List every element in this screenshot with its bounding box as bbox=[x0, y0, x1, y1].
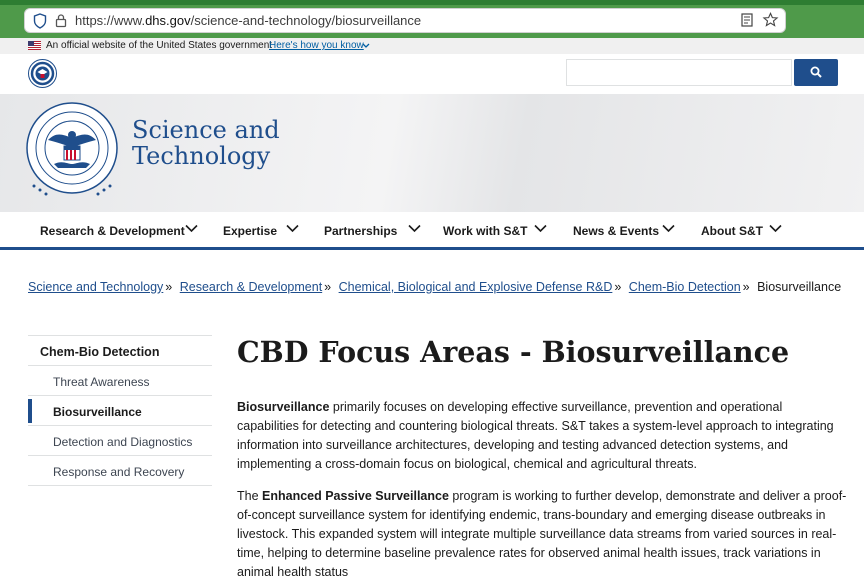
nav-label: Research & Development bbox=[40, 224, 185, 238]
program-bold-term: Enhanced Passive Surveillance bbox=[262, 489, 449, 503]
shield-icon[interactable] bbox=[33, 13, 47, 34]
breadcrumb-separator: » bbox=[324, 280, 332, 294]
site-title-line1: Science and bbox=[132, 116, 280, 144]
breadcrumb-link[interactable]: Chemical, Biological and Explosive Defense R&D bbox=[338, 280, 613, 294]
chevron-down-icon bbox=[534, 224, 547, 233]
side-nav-item-response-recovery[interactable]: Response and Recovery bbox=[28, 456, 212, 486]
main-nav bbox=[0, 212, 864, 250]
nav-label: Expertise bbox=[223, 224, 278, 238]
nav-label: Work with S&T bbox=[443, 224, 528, 238]
intro-paragraph bbox=[237, 398, 847, 474]
breadcrumb-separator: » bbox=[165, 280, 173, 294]
browser-toolbar bbox=[0, 0, 864, 38]
nav-label: Partnerships bbox=[324, 224, 398, 238]
nav-label: About S&T bbox=[701, 224, 763, 238]
chevron-down-icon bbox=[286, 224, 299, 233]
star-icon[interactable] bbox=[763, 12, 778, 32]
gov-banner-text: An official website of the United States government bbox=[46, 40, 273, 51]
chevron-down-icon bbox=[769, 224, 782, 233]
chevron-down-icon bbox=[662, 224, 675, 233]
browser-top-strip bbox=[0, 0, 864, 5]
program-lead: The bbox=[237, 489, 263, 503]
nav-label: News & Events bbox=[573, 224, 660, 238]
chevron-down-icon bbox=[185, 224, 198, 233]
site-title-line2: Technology bbox=[132, 142, 271, 170]
search-input[interactable] bbox=[566, 59, 792, 86]
breadcrumb-link[interactable]: Science and Technology bbox=[28, 280, 164, 294]
utility-bar bbox=[0, 54, 864, 94]
lock-icon[interactable] bbox=[55, 13, 67, 33]
intro-text: primarily focuses on developing effective surveillance, prevention and operational capabilities for detecting and countering biological threats. S&T takes a system-level approach to integrating information into surveillance architectures, developing and testing advanced detection systems, and implementing a cross-domain focus on biological, chemical and agricultural threats. bbox=[237, 400, 834, 471]
url-prefix: https://www. bbox=[75, 13, 146, 28]
side-nav-heading[interactable]: Chem-Bio Detection bbox=[28, 335, 212, 366]
address-bar[interactable] bbox=[24, 8, 786, 33]
page-title: CBD Focus Areas - Biosurveillance bbox=[237, 335, 790, 369]
intro-bold-term: Biosurveillance bbox=[237, 400, 330, 414]
search-icon bbox=[810, 66, 822, 78]
site-header bbox=[0, 94, 864, 212]
breadcrumb-separator: » bbox=[742, 280, 750, 294]
breadcrumb-current: Biosurveillance bbox=[757, 280, 842, 294]
breadcrumb-link[interactable]: Chem-Bio Detection bbox=[628, 280, 741, 294]
side-nav-item-threat-awareness[interactable]: Threat Awareness bbox=[28, 366, 212, 396]
dhs-seal-small[interactable] bbox=[28, 59, 57, 88]
site-title[interactable] bbox=[132, 117, 280, 169]
program-text: program is working to further develop, demonstrate and deliver a proof-of-concept surveillance system for identifying endemic, trans-boundary and emerging disease outbreaks in livestock. This expanded system will integrate multiple surveillance data streams from varied sources in real-time, helping to determine baseline prevalence rates for observed animal health issues, track variations in animal health status bbox=[237, 489, 847, 579]
url-domain: dhs.gov bbox=[145, 13, 191, 28]
search-button[interactable] bbox=[794, 59, 838, 86]
breadcrumb bbox=[28, 280, 841, 294]
side-nav-item-biosurveillance[interactable]: Biosurveillance bbox=[28, 396, 212, 426]
url-text[interactable] bbox=[75, 13, 421, 28]
url-path: /science-and-technology/biosurveillance bbox=[190, 13, 422, 28]
breadcrumb-separator: » bbox=[614, 280, 622, 294]
program-paragraph bbox=[237, 487, 847, 582]
dhs-seal-logo[interactable] bbox=[26, 102, 120, 202]
reader-icon[interactable] bbox=[741, 13, 753, 32]
side-nav bbox=[28, 335, 212, 486]
flag-icon bbox=[28, 41, 41, 50]
side-nav-item-detection-diagnostics[interactable]: Detection and Diagnostics bbox=[28, 426, 212, 456]
chevron-down-icon[interactable] bbox=[362, 41, 370, 52]
gov-banner bbox=[0, 38, 864, 54]
breadcrumb-link[interactable]: Research & Development bbox=[179, 280, 323, 294]
heres-how-you-know-link[interactable]: Here's how you know bbox=[269, 40, 364, 51]
chevron-down-icon bbox=[408, 224, 421, 233]
